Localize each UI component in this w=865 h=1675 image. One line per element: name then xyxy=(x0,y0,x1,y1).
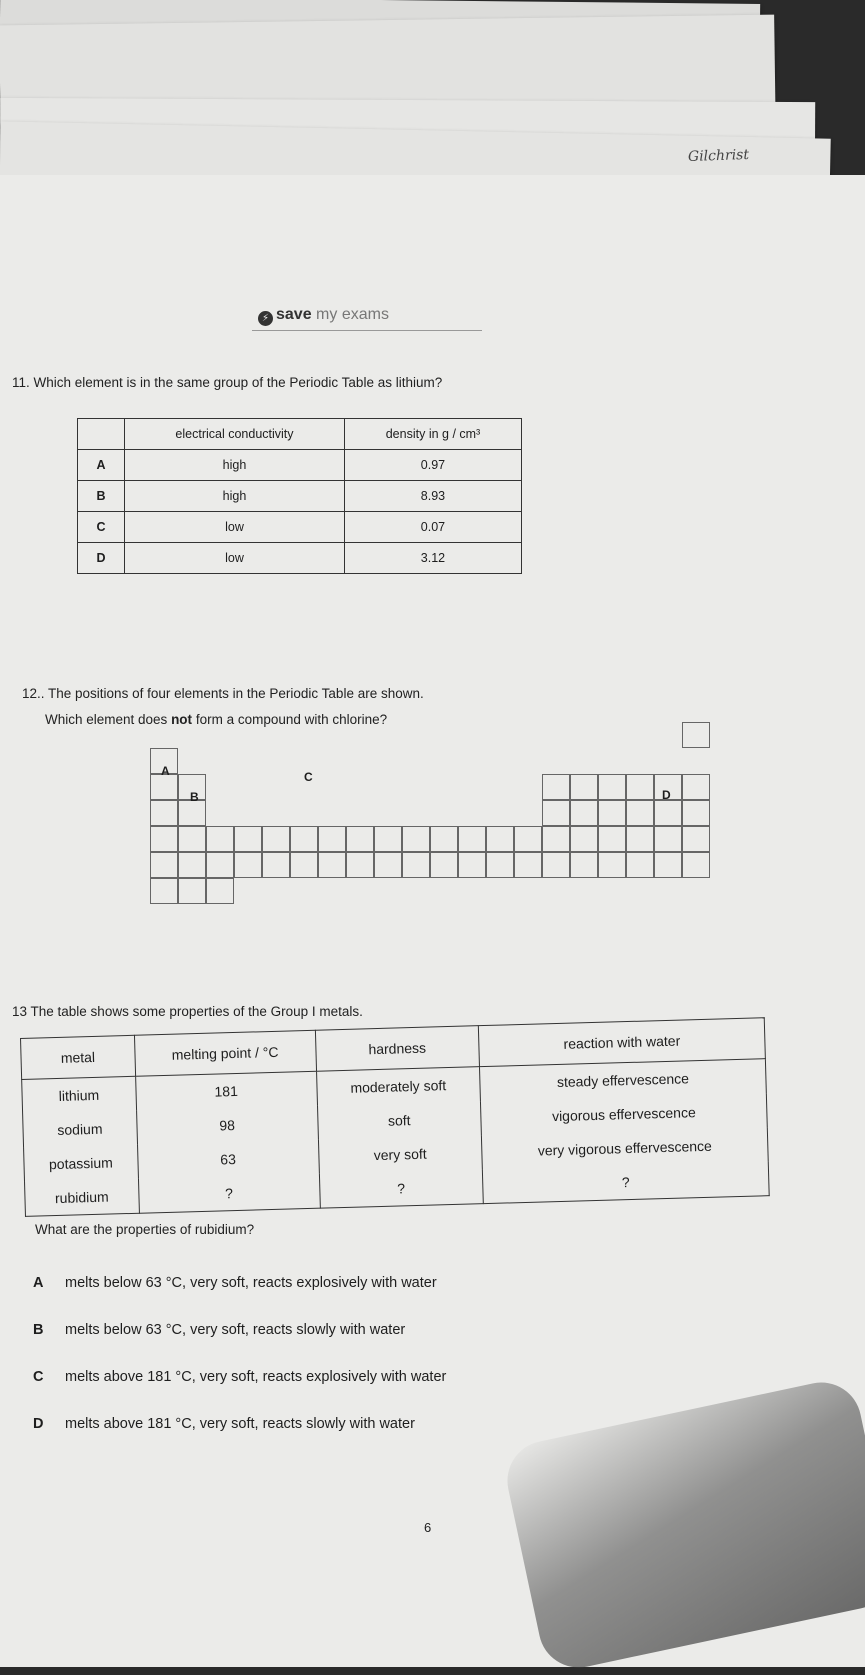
question-11-table xyxy=(77,418,522,574)
table-cell: sodium xyxy=(23,1111,138,1148)
option-text: melts below 63 °C, very soft, reacts slowly with water xyxy=(65,1322,406,1338)
periodic-table-cell xyxy=(654,800,682,826)
table-cell: potassium xyxy=(24,1145,139,1182)
table-row xyxy=(78,512,522,543)
answer-option-d[interactable] xyxy=(33,1416,415,1432)
page-number: 6 xyxy=(424,1520,432,1535)
periodic-table-cell xyxy=(346,826,374,852)
bolt-icon: ⚡ xyxy=(258,311,273,326)
table-cell: vigorous effervescence xyxy=(481,1093,768,1135)
periodic-table-cell xyxy=(206,878,234,904)
table-cell: soft xyxy=(317,1101,481,1140)
periodic-table-cell xyxy=(318,826,346,852)
table-cell: lithium xyxy=(22,1076,137,1114)
table-cell: very soft xyxy=(318,1135,482,1174)
answer-option-a[interactable] xyxy=(33,1275,437,1291)
table-row xyxy=(78,450,522,481)
table-cell: A xyxy=(78,450,125,481)
periodic-table-cell xyxy=(682,800,710,826)
option-text: melts above 181 °C, very soft, reacts slowly with water xyxy=(65,1416,415,1432)
table-header-cell: hardness xyxy=(315,1026,480,1072)
question-13-table xyxy=(20,1017,770,1217)
table-cell: rubidium xyxy=(25,1179,140,1217)
table-header-cell: electrical conductivity xyxy=(125,419,345,450)
periodic-table-cell xyxy=(542,774,570,800)
table-cell: ? xyxy=(482,1161,769,1203)
question-12-subtext xyxy=(45,712,387,727)
periodic-table-cell xyxy=(346,852,374,878)
table-cell: 0.07 xyxy=(344,512,521,543)
periodic-table-cell xyxy=(542,826,570,852)
periodic-table-cell xyxy=(682,774,710,800)
periodic-table-cell xyxy=(234,852,262,878)
question-13-text: 13 The table shows some properties of the Group I metals. xyxy=(12,1004,363,1019)
periodic-table-cell xyxy=(402,826,430,852)
periodic-table-cell xyxy=(514,826,542,852)
table-cell: very vigorous effervescence xyxy=(481,1127,768,1169)
periodic-table-cell xyxy=(150,826,178,852)
periodic-table-cell xyxy=(514,852,542,878)
periodic-table-cell xyxy=(542,852,570,878)
periodic-table-cell xyxy=(626,774,654,800)
periodic-table-cell xyxy=(626,800,654,826)
table-cell: B xyxy=(78,481,125,512)
periodic-table-cell xyxy=(598,800,626,826)
periodic-table-cell xyxy=(150,800,178,826)
periodic-table-cell xyxy=(374,826,402,852)
table-cell: high xyxy=(125,481,345,512)
table-cell: ? xyxy=(319,1169,483,1208)
table-cell: 63 xyxy=(137,1140,319,1179)
periodic-table-cell xyxy=(178,826,206,852)
periodic-table-cell xyxy=(458,826,486,852)
logo-underline xyxy=(252,330,482,331)
table-cell: steady effervescence xyxy=(480,1059,767,1101)
periodic-table-cell xyxy=(458,852,486,878)
periodic-table-cell xyxy=(682,722,710,748)
q12-pre: Which element does xyxy=(45,712,172,727)
option-letter: B xyxy=(33,1322,44,1338)
periodic-table-cell xyxy=(206,826,234,852)
element-label-a: A xyxy=(161,764,170,778)
answer-option-c[interactable] xyxy=(33,1369,446,1385)
table-header-cell: reaction with water xyxy=(478,1018,765,1067)
periodic-table-cell xyxy=(402,852,430,878)
table-cell: low xyxy=(125,512,345,543)
periodic-table-cell xyxy=(654,826,682,852)
question-12-text: 12.. The positions of four elements in the Periodic Table are shown. xyxy=(22,686,424,701)
periodic-table-cell xyxy=(262,826,290,852)
periodic-table-cell xyxy=(374,852,402,878)
table-cell: 0.97 xyxy=(344,450,521,481)
periodic-table-cell xyxy=(262,852,290,878)
table-cell: moderately soft xyxy=(316,1067,480,1106)
table-cell: D xyxy=(78,543,125,574)
periodic-table-cell xyxy=(290,852,318,878)
table-header-cell: metal xyxy=(21,1035,136,1079)
periodic-table-outline xyxy=(150,748,700,978)
element-label-b: B xyxy=(190,790,199,804)
periodic-table-cell xyxy=(626,826,654,852)
periodic-table-cell xyxy=(318,852,346,878)
periodic-table-cell xyxy=(542,800,570,826)
option-text: melts below 63 °C, very soft, reacts explosively with water xyxy=(65,1275,437,1291)
element-label-c: C xyxy=(304,770,313,784)
periodic-table-cell xyxy=(150,878,178,904)
periodic-table-cell xyxy=(178,852,206,878)
option-letter: A xyxy=(33,1275,44,1291)
table-cell: C xyxy=(78,512,125,543)
periodic-table-cell xyxy=(234,826,262,852)
table-cell: high xyxy=(125,450,345,481)
periodic-table-cell xyxy=(430,826,458,852)
logo-brand-light: my exams xyxy=(316,306,389,323)
periodic-table-cell xyxy=(150,852,178,878)
periodic-table-cell xyxy=(486,852,514,878)
question-13-prompt: What are the properties of rubidium? xyxy=(35,1222,255,1237)
periodic-table-cell xyxy=(178,878,206,904)
option-text: melts above 181 °C, very soft, reacts explosively with water xyxy=(65,1369,447,1385)
table-header-cell: melting point / °C xyxy=(134,1030,316,1076)
table-cell: 3.12 xyxy=(344,543,521,574)
table-cell: 8.93 xyxy=(344,481,521,512)
table-header-cell: density in g / cm³ xyxy=(344,419,521,450)
table-cell: 98 xyxy=(136,1106,318,1145)
periodic-table-cell xyxy=(486,826,514,852)
periodic-table-cell xyxy=(570,800,598,826)
option-letter: D xyxy=(33,1416,44,1432)
option-letter: C xyxy=(33,1369,44,1385)
periodic-table-cell xyxy=(430,852,458,878)
logo-brand: save xyxy=(276,306,312,323)
periodic-table-cell xyxy=(570,826,598,852)
periodic-table-cell xyxy=(626,852,654,878)
table-row xyxy=(78,543,522,574)
q12-post: form a compound with chlorine? xyxy=(192,712,388,727)
periodic-table-cell xyxy=(206,852,234,878)
table-header-row xyxy=(78,419,522,450)
periodic-table-cell xyxy=(290,826,318,852)
corner-handwriting: Gilchrist xyxy=(687,146,750,166)
q12-emphasis: not xyxy=(171,712,193,727)
periodic-table-cell xyxy=(654,852,682,878)
save-my-exams-logo xyxy=(258,306,389,326)
table-header-cell xyxy=(78,419,125,450)
table-row xyxy=(78,481,522,512)
answer-option-b[interactable] xyxy=(33,1322,405,1338)
table-cell: ? xyxy=(138,1174,320,1214)
periodic-table-cell xyxy=(598,852,626,878)
table-cell: 181 xyxy=(135,1071,317,1111)
periodic-table-cell xyxy=(598,826,626,852)
element-label-d: D xyxy=(662,788,671,802)
periodic-table-cell xyxy=(570,852,598,878)
periodic-table-cell xyxy=(682,826,710,852)
table-cell: low xyxy=(125,543,345,574)
periodic-table-cell xyxy=(598,774,626,800)
periodic-table-cell xyxy=(682,852,710,878)
periodic-table-cell xyxy=(570,774,598,800)
question-11-text: 11. Which element is in the same group of the Periodic Table as lithium? xyxy=(12,375,443,390)
